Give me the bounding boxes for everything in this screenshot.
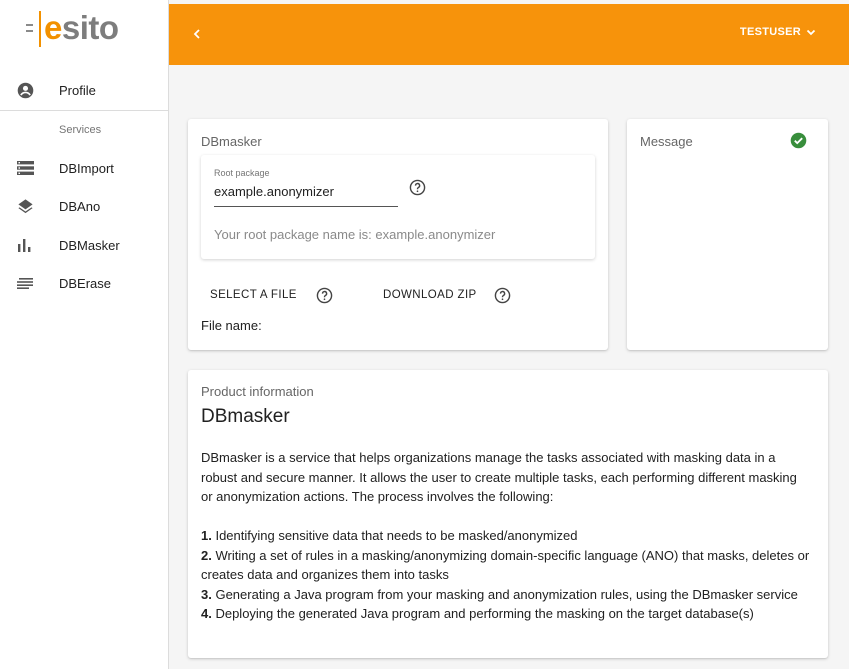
message-card [627, 119, 828, 350]
sidebar-item-dbmasker[interactable] [0, 226, 169, 264]
sidebar-item-label: DBImport [59, 160, 114, 176]
root-package-hint: Your root package name is: example.anonymizer [214, 227, 496, 242]
file-name-label: File name: [201, 318, 262, 333]
menu-icon[interactable] [26, 21, 34, 37]
logo[interactable] [0, 0, 169, 64]
help-icon[interactable] [409, 179, 426, 196]
help-icon[interactable] [494, 287, 511, 304]
bar-chart-icon [16, 236, 34, 254]
sidebar-divider [0, 110, 169, 111]
sidebar-item-label: DBAno [59, 198, 101, 214]
product-heading: DBmasker [201, 406, 290, 427]
card-title: DBmasker [201, 134, 262, 149]
sidebar-item-dberase[interactable] [0, 264, 169, 302]
sidebar [0, 0, 169, 669]
list-item: 4. Deploying the generated Java program and performing the masking on the target database(s) [201, 606, 754, 621]
sidebar-item-dbano[interactable] [0, 187, 169, 225]
help-icon[interactable] [316, 287, 333, 304]
list-item: 1. Identifying sensitive data that needs to be masked/anonymized [201, 528, 578, 543]
account-circle-icon [16, 81, 34, 99]
sidebar-item-label: DBErase [59, 275, 112, 291]
card-title: Message [640, 134, 693, 149]
sidebar-item-dbimport[interactable] [0, 149, 169, 187]
sidebar-item-label: Profile [59, 82, 96, 98]
dbmasker-card [188, 119, 608, 350]
root-package-box [201, 155, 595, 259]
user-menu-button[interactable] [740, 26, 817, 38]
back-button[interactable] [189, 26, 205, 42]
section-label: Services [59, 124, 102, 136]
card-title: Product information [201, 384, 314, 399]
notes-icon [16, 274, 34, 292]
logo-text: esito [44, 9, 119, 46]
product-description [201, 448, 811, 624]
select-file-button[interactable]: SELECT A FILE [210, 289, 297, 301]
check-circle-icon [790, 132, 807, 149]
storage-icon [16, 159, 34, 177]
sidebar-item-profile[interactable] [0, 71, 169, 109]
chevron-down-icon [805, 26, 817, 38]
product-intro: DBmasker is a service that helps organizations manage the tasks associated with masking data in a robust and secure manner. It allows the user to create multiple tasks, each performing different masking or anonymization actions. The process involves the following: [201, 450, 797, 504]
username: TESTUSER [739, 26, 801, 38]
sidebar-item-label: DBMasker [59, 237, 120, 253]
top-app-bar [169, 4, 849, 65]
list-item: 3. Generating a Java program from your masking and anonymization rules, using the DBmasker service [201, 586, 798, 602]
root-package-input[interactable] [214, 181, 398, 207]
root-package-label: Root package [214, 168, 270, 178]
layers-icon [16, 197, 34, 215]
download-zip-button[interactable]: DOWNLOAD ZIP [383, 289, 477, 301]
logo-divider [39, 11, 41, 47]
chevron-left-icon [189, 26, 205, 42]
product-info-card [188, 370, 828, 658]
list-item: 2. Writing a set of rules in a masking/anonymizing domain-specific language (ANO) that masks, deletes or creates data and organizes them into tasks [201, 547, 810, 582]
